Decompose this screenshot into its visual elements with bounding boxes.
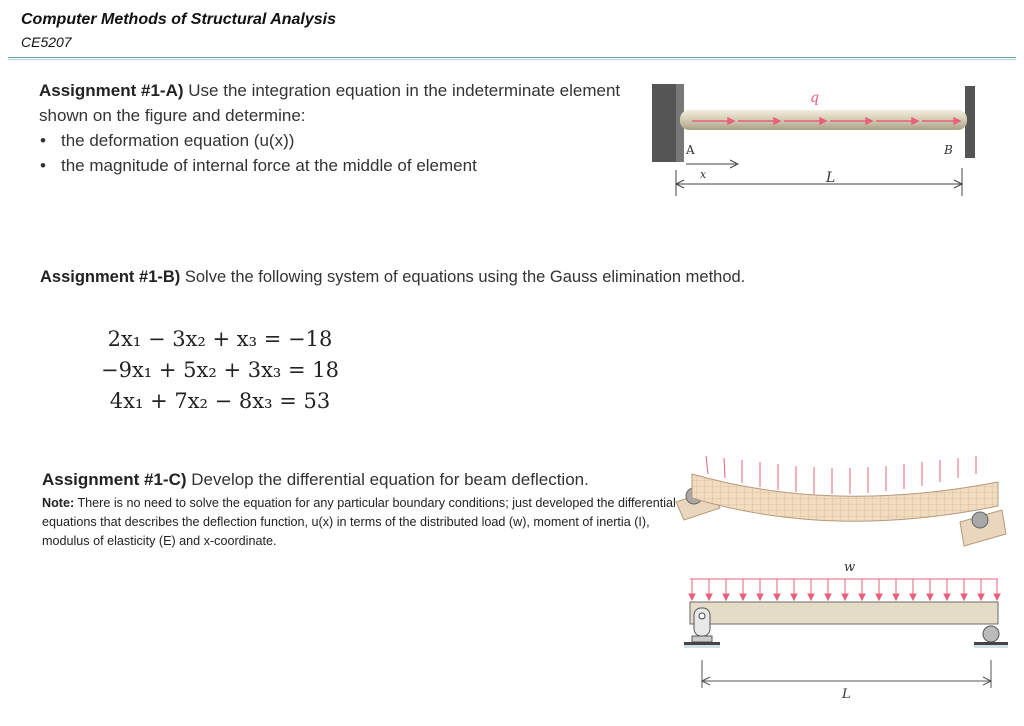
course-title: Computer Methods of Structural Analysis [21, 11, 336, 28]
fixed-bar-figure [650, 78, 990, 203]
assignment-c [42, 470, 682, 551]
uniform-load-arrows [689, 579, 1000, 600]
beam [690, 602, 998, 624]
deflected-beam [692, 474, 998, 521]
left-wall [652, 84, 676, 162]
bullet-item: • the magnitude of internal force at the middle of element [39, 153, 649, 178]
course-code: CE5207 [21, 34, 72, 50]
assignment-a-intro: Use the integration equation in the indeterminate element shown on the figure and determine: [39, 81, 621, 125]
equation-system [80, 324, 360, 417]
deflected-beam-figure [672, 450, 1012, 550]
assignment-b-text: Solve the following system of equations using the Gauss elimination method. [184, 268, 746, 286]
assignment-b [40, 268, 860, 287]
beam-diagram-figure [680, 556, 1010, 706]
right-roller [972, 512, 988, 528]
assignment-a [39, 78, 649, 178]
assignment-c-heading [42, 470, 682, 490]
assignment-a-label: Assignment #1-A) [39, 81, 184, 100]
pin-support [694, 608, 710, 636]
equation-1: 2x₁ − 3x₂ + x₃ = −18 [107, 327, 333, 351]
length-label: L [826, 170, 836, 186]
bullet-item: • the deformation equation (u(x)) [39, 128, 649, 153]
equation-2: −9x₁ + 5x₂ + 3x₃ = 18 [100, 358, 340, 382]
assignment-c-text: Develop the differential equation for beam deflection. [191, 470, 589, 489]
note-label: Note: [42, 496, 75, 510]
x-label: x [700, 168, 707, 181]
equation-3: 4x₁ + 7x₂ − 8x₃ = 53 [109, 389, 331, 413]
assignment-b-label: Assignment #1-B) [40, 268, 181, 286]
load-label-w: w [844, 560, 856, 575]
assignment-c-note [42, 494, 682, 551]
assignment-c-label: Assignment #1-C) [42, 470, 187, 489]
assignment-a-bullets [39, 128, 649, 178]
support-label-a: A [686, 143, 695, 157]
span-label: L [842, 687, 851, 702]
header-divider [8, 57, 1016, 60]
roller-support [983, 626, 999, 642]
load-label-q: q [810, 90, 819, 106]
note-text: There is no need to solve the equation for any particular boundary conditions; just developed the differential equations that describes the deflection function, u(x) in terms of the distributed load (w), moment of inertia (I), modulus of elasticity (E) and x-coordinate. [42, 496, 676, 548]
support-label-b: B [944, 143, 953, 157]
